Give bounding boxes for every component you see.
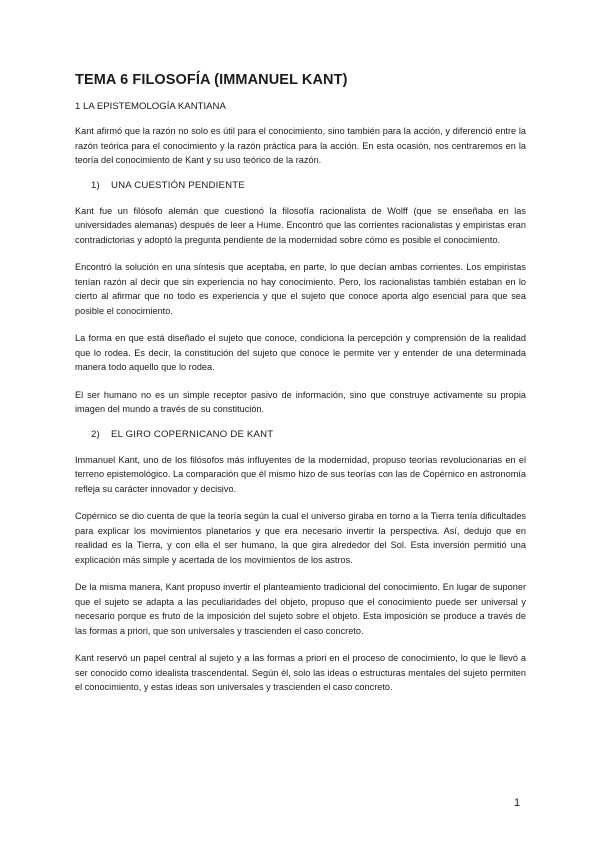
subsection-number: 2) — [91, 428, 100, 440]
subsection-title: UNA CUESTIÓN PENDIENTE — [111, 179, 245, 191]
paragraph: De la misma manera, Kant propuso invertir el planteamiento tradicional del conocimiento. En lugar de suponer que el sujeto se adapta a las peculiaridades del objeto, propuso que el conocimiento puede ser universal y necesario porque es fruto de la imposición del sujeto sobre el objeto. Esta imposición se produce a través de las formas a priori, que son universales y trascienden el caso concreto. — [75, 582, 526, 636]
page-number: 1 — [514, 797, 521, 809]
subsection-number: 1) — [91, 179, 100, 191]
document-title: TEMA 6 FILOSOFÍA (IMMANUEL KANT) — [75, 72, 348, 88]
paragraph: Encontró la solución en una síntesis que aceptaba, en parte, lo que decían ambas corrientes. Los empiristas tenían razón al decir que sin experiencia no hay conocimiento. Pero, los racionalistas también estaban en lo cierto al afirmar que no todo es experiencia y que el sujeto que conoce aporta algo esencial para que sea posible el conocimiento. — [75, 262, 526, 316]
subsection-heading-2 — [91, 428, 526, 442]
paragraph: Kant reservó un papel central al sujeto y a las formas a priori en el proceso de conocimiento, lo que le llevó a ser conocido como idealista trascendental. Según él, solo las ideas o estructuras mentales del sujeto permiten el conocimiento, y estas ideas son universales y trascienden el caso concreto. — [75, 653, 526, 692]
section-heading: 1 LA EPISTEMOLOGÍA KANTIANA — [75, 101, 226, 112]
intro-paragraph: Kant afirmó que la razón no solo es útil para el conocimiento, sino también para la acción, y diferenció entre la razón teórica para el conocimiento y la razón práctica para la acción. En esta ocasión, nos centraremos en la teoría del conocimiento de Kant y su uso teórico de la razón. — [75, 126, 526, 165]
paragraph: Immanuel Kant, uno de los filósofos más influyentes de la modernidad, propuso teorías revolucionarias en el terreno epistemológico. La comparación que él mismo hizo de sus teorías con las de Copérnico en astronomía refleja su carácter innovador y decisivo. — [75, 454, 526, 494]
document-body — [75, 70, 526, 695]
paragraph: La forma en que está diseñado el sujeto que conoce, condiciona la percepción y comprensión de la realidad que lo rodea. Es decir, la constitución del sujeto que conoce le permite ver y entender de una determinada manera todo aquello que lo rodea. — [75, 333, 526, 372]
subsection-title: EL GIRO COPERNICANO DE KANT — [111, 428, 274, 440]
paragraph: El ser humano no es un simple receptor pasivo de información, sino que construye activamente su propia imagen del mundo a través de su constitución. — [75, 389, 526, 414]
paragraph: Kant fue un filósofo alemán que cuestionó la filosofía racionalista de Wolff (que se enseñaba en las universidades alemanas) después de leer a Hume. Encontró que las corrientes racionalistas y empiristas eran contradictorias y adoptó la pregunta pendiente de la modernidad sobre cómo es posible el conocimiento. — [75, 205, 526, 245]
paragraph: Copérnico se dio cuenta de que la teoría según la cual el universo giraba en torno a la Tierra tenía dificultades para explicar los movimientos planetarios y que era necesario invertir la perspectiva. Así, dedujo que en realidad es la Tierra, y con ella el ser humano, la que gira alrededor del Sol. Esta inversión permitió una explicación más simple y acertada de los movimientos de los astros. — [75, 511, 526, 565]
subsection-heading-1 — [91, 179, 526, 193]
